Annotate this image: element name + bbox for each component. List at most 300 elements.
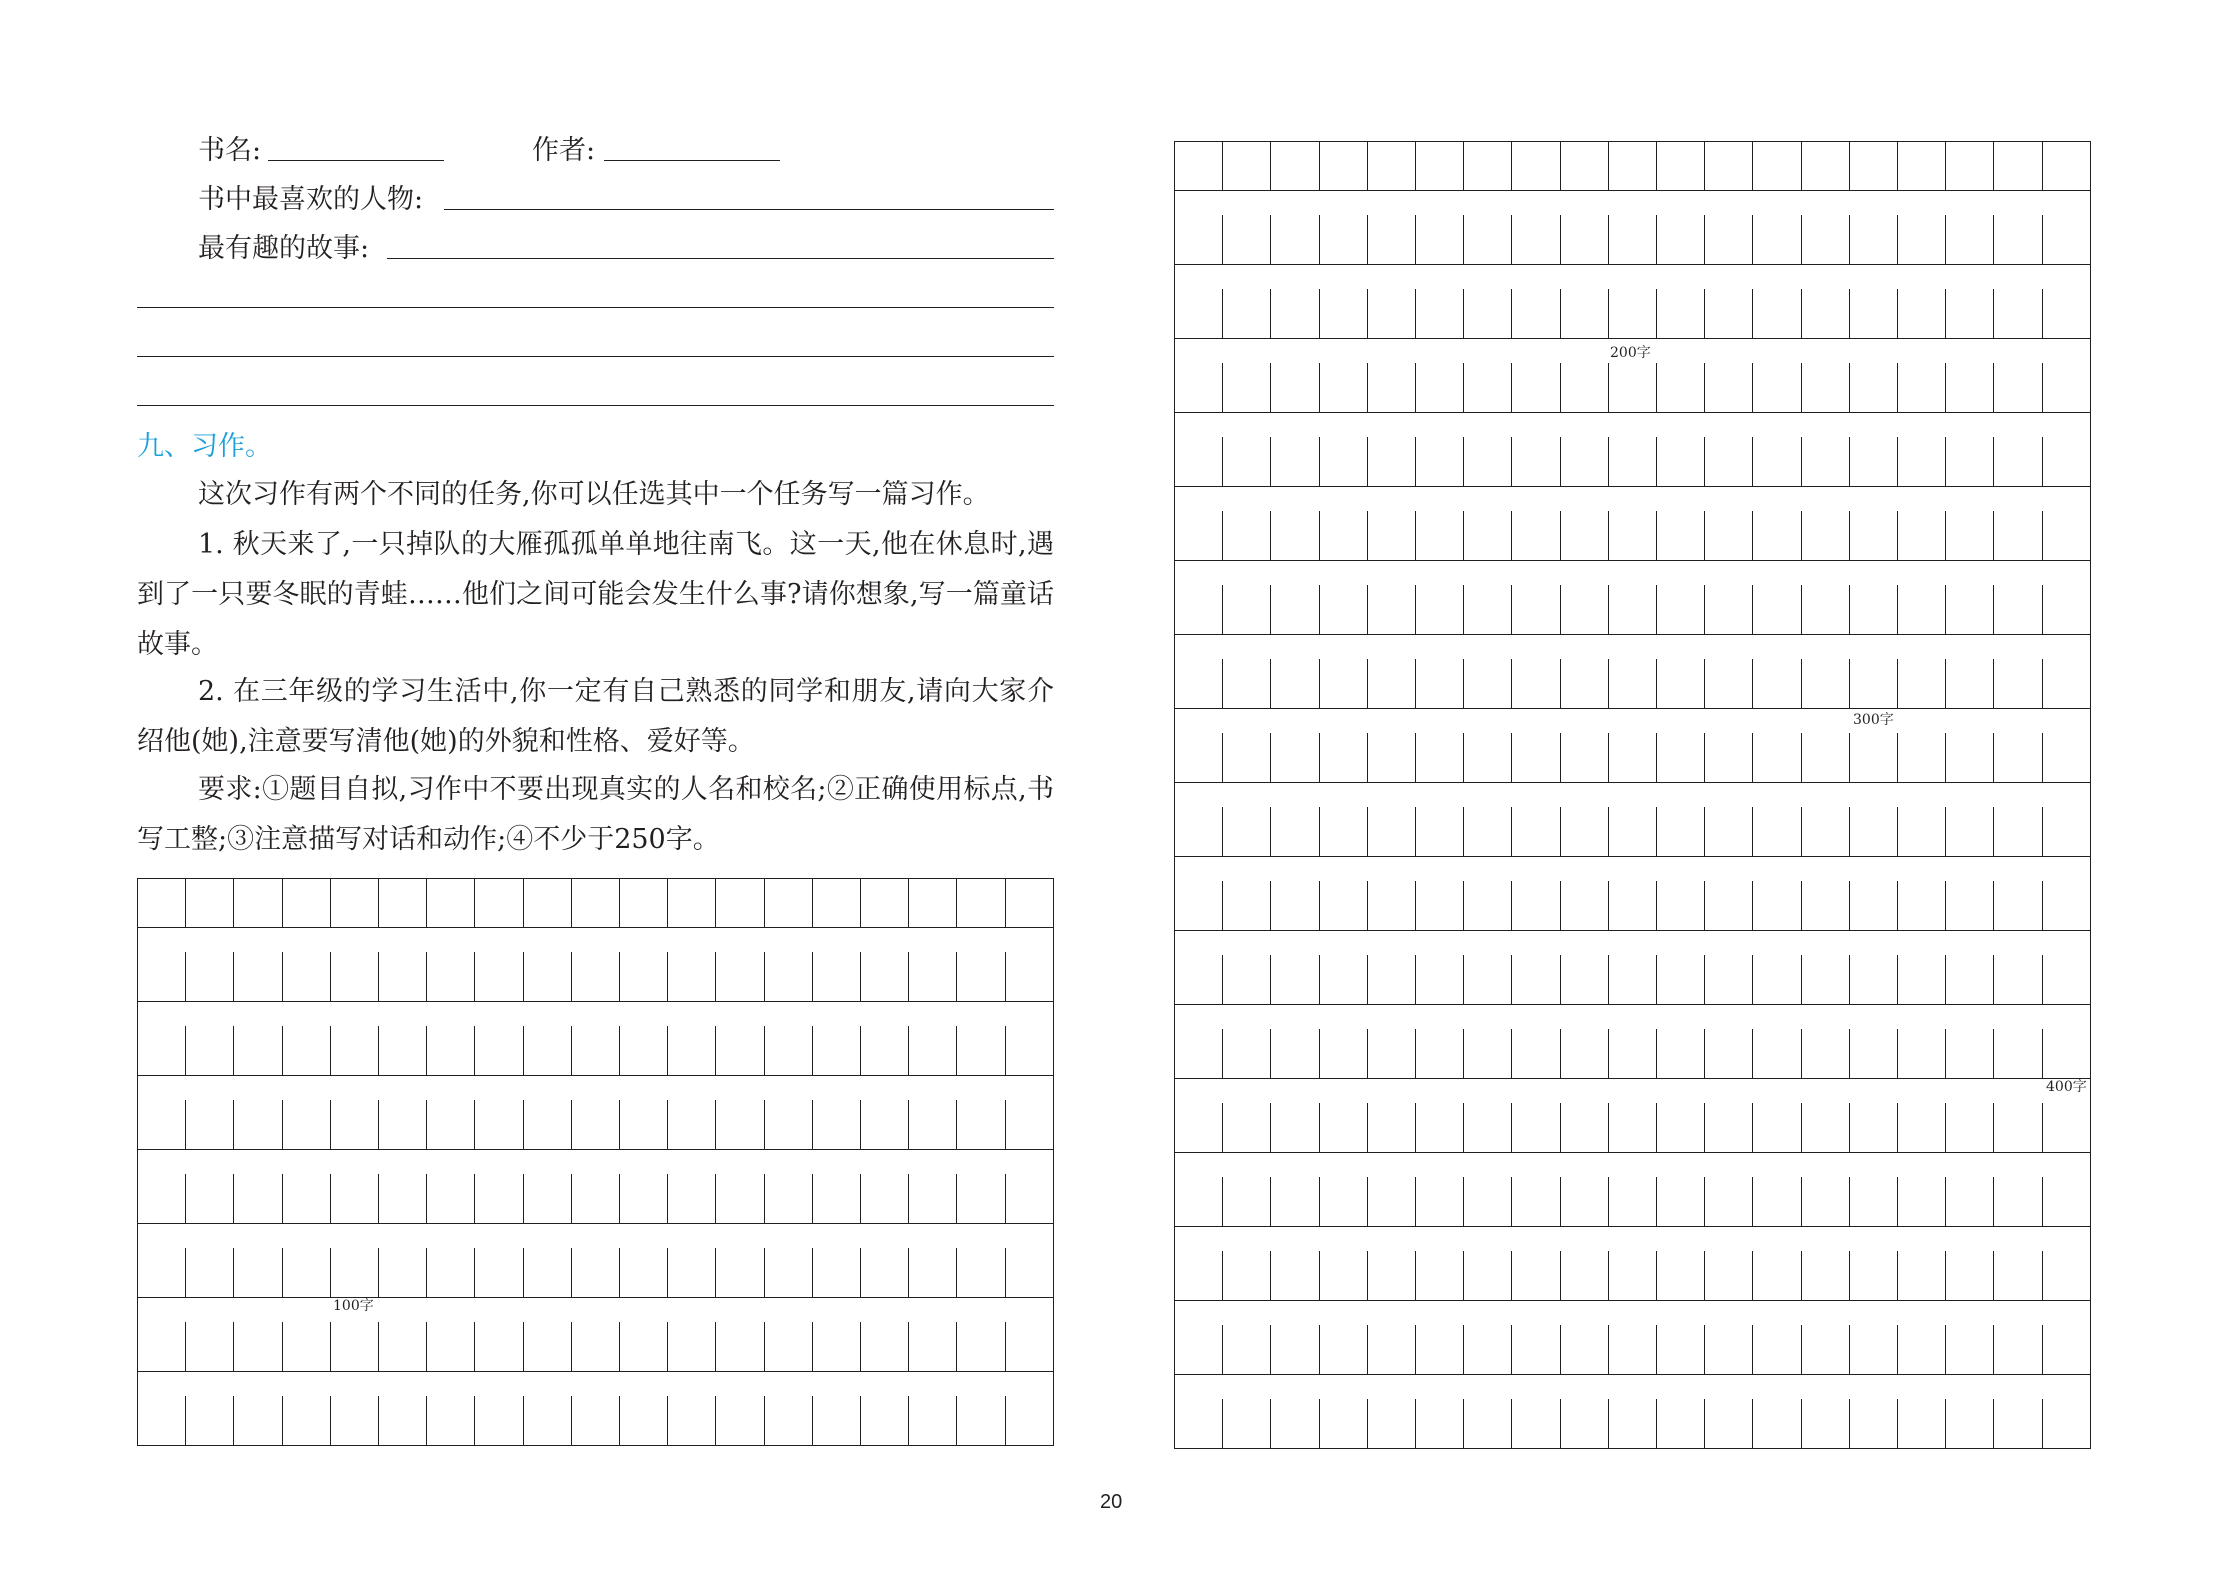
grid-cell[interactable] bbox=[1945, 1325, 1993, 1374]
grid-cell[interactable] bbox=[1367, 1399, 1415, 1448]
grid-cell[interactable] bbox=[1222, 215, 1270, 264]
grid-cell[interactable] bbox=[571, 1100, 619, 1149]
grid-cell[interactable] bbox=[1993, 1103, 2041, 1152]
grid-cell[interactable] bbox=[571, 1396, 619, 1445]
grid-cell[interactable] bbox=[1945, 289, 1993, 338]
grid-cell[interactable] bbox=[2042, 1251, 2090, 1300]
grid-cell[interactable] bbox=[1752, 733, 1800, 782]
grid-cell[interactable] bbox=[1463, 881, 1511, 930]
grid-cell[interactable] bbox=[860, 952, 908, 1001]
grid-cell[interactable] bbox=[1415, 363, 1463, 412]
grid-cell[interactable] bbox=[1319, 659, 1367, 708]
grid-cell[interactable] bbox=[378, 1026, 426, 1075]
grid-cell[interactable] bbox=[764, 952, 812, 1001]
grid-cell[interactable] bbox=[1608, 1399, 1656, 1448]
grid-cell[interactable] bbox=[1656, 215, 1704, 264]
grid-cell[interactable] bbox=[908, 952, 956, 1001]
grid-cell[interactable] bbox=[1175, 142, 1222, 190]
grid-cell[interactable] bbox=[956, 1026, 1004, 1075]
grid-cell[interactable] bbox=[1656, 1399, 1704, 1448]
grid-cell[interactable] bbox=[1319, 289, 1367, 338]
grid-cell[interactable] bbox=[1463, 659, 1511, 708]
grid-cell[interactable] bbox=[715, 1396, 763, 1445]
grid-cell[interactable] bbox=[1175, 807, 1222, 856]
grid-cell[interactable] bbox=[1752, 437, 1800, 486]
grid-cell[interactable] bbox=[1319, 881, 1367, 930]
grid-cell[interactable] bbox=[1560, 1251, 1608, 1300]
grid-cell[interactable] bbox=[474, 1248, 522, 1297]
grid-cell[interactable] bbox=[1704, 215, 1752, 264]
grid-cell[interactable] bbox=[1463, 1029, 1511, 1078]
grid-cell[interactable] bbox=[908, 1026, 956, 1075]
grid-cell[interactable] bbox=[1270, 1029, 1318, 1078]
grid-cell[interactable] bbox=[2042, 1177, 2090, 1226]
author-blank[interactable] bbox=[604, 160, 780, 161]
grid-cell[interactable] bbox=[426, 1248, 474, 1297]
grid-cell[interactable] bbox=[1222, 1251, 1270, 1300]
grid-cell[interactable] bbox=[474, 879, 522, 927]
favorite-character-blank[interactable] bbox=[444, 209, 1054, 210]
grid-cell[interactable] bbox=[1704, 881, 1752, 930]
grid-cell[interactable] bbox=[1993, 1177, 2041, 1226]
grid-cell[interactable] bbox=[1849, 1103, 1897, 1152]
grid-cell[interactable] bbox=[378, 1248, 426, 1297]
grid-cell[interactable] bbox=[1945, 363, 1993, 412]
grid-cell[interactable] bbox=[330, 1026, 378, 1075]
grid-cell[interactable] bbox=[330, 952, 378, 1001]
grid-cell[interactable] bbox=[426, 1026, 474, 1075]
grid-cell[interactable] bbox=[1849, 955, 1897, 1004]
grid-cell[interactable] bbox=[1608, 142, 1656, 190]
grid-cell[interactable] bbox=[1704, 142, 1752, 190]
grid-cell[interactable] bbox=[1801, 363, 1849, 412]
grid-cell[interactable] bbox=[1704, 1325, 1752, 1374]
grid-cell[interactable] bbox=[1945, 659, 1993, 708]
grid-cell[interactable] bbox=[1511, 733, 1559, 782]
grid-cell[interactable] bbox=[956, 879, 1004, 927]
grid-cell[interactable] bbox=[1897, 881, 1945, 930]
grid-cell[interactable] bbox=[667, 1026, 715, 1075]
grid-cell[interactable] bbox=[956, 1248, 1004, 1297]
grid-cell[interactable] bbox=[1463, 289, 1511, 338]
grid-cell[interactable] bbox=[1993, 585, 2041, 634]
grid-cell[interactable] bbox=[1656, 437, 1704, 486]
book-name-blank[interactable] bbox=[268, 160, 444, 161]
grid-cell[interactable] bbox=[1608, 437, 1656, 486]
grid-cell[interactable] bbox=[1897, 215, 1945, 264]
grid-cell[interactable] bbox=[571, 1248, 619, 1297]
grid-cell[interactable] bbox=[1560, 807, 1608, 856]
grid-cell[interactable] bbox=[1945, 1029, 1993, 1078]
grid-cell[interactable] bbox=[1511, 585, 1559, 634]
grid-cell[interactable] bbox=[667, 879, 715, 927]
grid-cell[interactable] bbox=[330, 1248, 378, 1297]
grid-cell[interactable] bbox=[1005, 1396, 1053, 1445]
grid-cell[interactable] bbox=[1175, 363, 1222, 412]
grid-cell[interactable] bbox=[138, 1248, 185, 1297]
grid-cell[interactable] bbox=[1270, 289, 1318, 338]
grid-cell[interactable] bbox=[1704, 807, 1752, 856]
grid-cell[interactable] bbox=[1367, 363, 1415, 412]
grid-cell[interactable] bbox=[185, 1322, 233, 1371]
grid-cell[interactable] bbox=[1560, 215, 1608, 264]
grid-cell[interactable] bbox=[1005, 1322, 1053, 1371]
grid-cell[interactable] bbox=[474, 1026, 522, 1075]
grid-cell[interactable] bbox=[1656, 881, 1704, 930]
grid-cell[interactable] bbox=[667, 1174, 715, 1223]
grid-cell[interactable] bbox=[1945, 1103, 1993, 1152]
grid-cell[interactable] bbox=[1801, 1325, 1849, 1374]
grid-cell[interactable] bbox=[1801, 215, 1849, 264]
grid-cell[interactable] bbox=[1704, 1399, 1752, 1448]
grid-cell[interactable] bbox=[1993, 289, 2041, 338]
grid-cell[interactable] bbox=[860, 1396, 908, 1445]
grid-cell[interactable] bbox=[282, 1174, 330, 1223]
grid-cell[interactable] bbox=[1222, 881, 1270, 930]
grid-cell[interactable] bbox=[1608, 511, 1656, 560]
grid-cell[interactable] bbox=[1752, 1029, 1800, 1078]
grid-cell[interactable] bbox=[1993, 1399, 2041, 1448]
grid-cell[interactable] bbox=[1415, 1399, 1463, 1448]
grid-cell[interactable] bbox=[1897, 142, 1945, 190]
grid-cell[interactable] bbox=[1415, 511, 1463, 560]
grid-cell[interactable] bbox=[523, 1174, 571, 1223]
grid-cell[interactable] bbox=[1656, 511, 1704, 560]
grid-cell[interactable] bbox=[1897, 363, 1945, 412]
grid-cell[interactable] bbox=[764, 1322, 812, 1371]
grid-cell[interactable] bbox=[1319, 142, 1367, 190]
grid-cell[interactable] bbox=[1849, 1029, 1897, 1078]
grid-cell[interactable] bbox=[1801, 1399, 1849, 1448]
grid-cell[interactable] bbox=[1560, 1177, 1608, 1226]
grid-cell[interactable] bbox=[138, 952, 185, 1001]
grid-cell[interactable] bbox=[956, 1100, 1004, 1149]
grid-cell[interactable] bbox=[1849, 733, 1897, 782]
grid-cell[interactable] bbox=[1752, 881, 1800, 930]
grid-cell[interactable] bbox=[1560, 733, 1608, 782]
grid-cell[interactable] bbox=[1415, 733, 1463, 782]
grid-cell[interactable] bbox=[1897, 1399, 1945, 1448]
grid-cell[interactable] bbox=[1801, 1029, 1849, 1078]
grid-cell[interactable] bbox=[233, 1322, 281, 1371]
grid-cell[interactable] bbox=[1270, 659, 1318, 708]
grid-cell[interactable] bbox=[571, 1322, 619, 1371]
grid-cell[interactable] bbox=[1897, 1103, 1945, 1152]
grid-cell[interactable] bbox=[860, 1100, 908, 1149]
grid-cell[interactable] bbox=[1222, 1029, 1270, 1078]
grid-cell[interactable] bbox=[1608, 659, 1656, 708]
grid-cell[interactable] bbox=[1511, 215, 1559, 264]
grid-cell[interactable] bbox=[812, 1174, 860, 1223]
grid-cell[interactable] bbox=[233, 1026, 281, 1075]
grid-cell[interactable] bbox=[1415, 1177, 1463, 1226]
grid-cell[interactable] bbox=[715, 1026, 763, 1075]
grid-cell[interactable] bbox=[426, 1322, 474, 1371]
grid-cell[interactable] bbox=[908, 1248, 956, 1297]
grid-cell[interactable] bbox=[1560, 881, 1608, 930]
grid-cell[interactable] bbox=[1319, 1251, 1367, 1300]
grid-cell[interactable] bbox=[715, 1248, 763, 1297]
grid-cell[interactable] bbox=[1608, 1103, 1656, 1152]
grid-cell[interactable] bbox=[1270, 1177, 1318, 1226]
grid-cell[interactable] bbox=[282, 1396, 330, 1445]
grid-cell[interactable] bbox=[1656, 289, 1704, 338]
grid-cell[interactable] bbox=[1511, 142, 1559, 190]
grid-cell[interactable] bbox=[1319, 437, 1367, 486]
grid-cell[interactable] bbox=[1415, 955, 1463, 1004]
grid-cell[interactable] bbox=[1319, 733, 1367, 782]
grid-cell[interactable] bbox=[1319, 215, 1367, 264]
grid-cell[interactable] bbox=[185, 1174, 233, 1223]
grid-cell[interactable] bbox=[1752, 1103, 1800, 1152]
grid-cell[interactable] bbox=[1270, 881, 1318, 930]
grid-cell[interactable] bbox=[1560, 1399, 1608, 1448]
grid-cell[interactable] bbox=[1222, 289, 1270, 338]
grid-cell[interactable] bbox=[1270, 511, 1318, 560]
grid-cell[interactable] bbox=[1415, 881, 1463, 930]
grid-cell[interactable] bbox=[1897, 511, 1945, 560]
grid-cell[interactable] bbox=[1415, 1325, 1463, 1374]
grid-cell[interactable] bbox=[1367, 1251, 1415, 1300]
grid-cell[interactable] bbox=[1656, 733, 1704, 782]
grid-cell[interactable] bbox=[1367, 437, 1415, 486]
grid-cell[interactable] bbox=[1656, 807, 1704, 856]
grid-cell[interactable] bbox=[956, 952, 1004, 1001]
grid-cell[interactable] bbox=[1463, 1399, 1511, 1448]
grid-cell[interactable] bbox=[1993, 1325, 2041, 1374]
grid-cell[interactable] bbox=[1511, 659, 1559, 708]
grid-cell[interactable] bbox=[1463, 733, 1511, 782]
grid-cell[interactable] bbox=[1463, 363, 1511, 412]
grid-cell[interactable] bbox=[812, 952, 860, 1001]
grid-cell[interactable] bbox=[282, 1100, 330, 1149]
grid-cell[interactable] bbox=[1319, 1325, 1367, 1374]
grid-cell[interactable] bbox=[1319, 1177, 1367, 1226]
grid-cell[interactable] bbox=[474, 1396, 522, 1445]
grid-cell[interactable] bbox=[1801, 511, 1849, 560]
grid-cell[interactable] bbox=[1222, 733, 1270, 782]
grid-cell[interactable] bbox=[860, 879, 908, 927]
grid-cell[interactable] bbox=[1319, 955, 1367, 1004]
grid-cell[interactable] bbox=[1222, 1177, 1270, 1226]
grid-cell[interactable] bbox=[1175, 1177, 1222, 1226]
grid-cell[interactable] bbox=[2042, 142, 2090, 190]
grid-cell[interactable] bbox=[1560, 659, 1608, 708]
grid-cell[interactable] bbox=[1752, 659, 1800, 708]
grid-cell[interactable] bbox=[1270, 1399, 1318, 1448]
grid-cell[interactable] bbox=[1945, 142, 1993, 190]
grid-cell[interactable] bbox=[1415, 1103, 1463, 1152]
grid-cell[interactable] bbox=[1704, 289, 1752, 338]
grid-cell[interactable] bbox=[185, 1248, 233, 1297]
grid-cell[interactable] bbox=[1801, 955, 1849, 1004]
grid-cell[interactable] bbox=[1993, 142, 2041, 190]
answer-line-1[interactable] bbox=[137, 307, 1054, 308]
grid-cell[interactable] bbox=[426, 952, 474, 1001]
grid-cell[interactable] bbox=[1752, 215, 1800, 264]
grid-cell[interactable] bbox=[1608, 1325, 1656, 1374]
grid-cell[interactable] bbox=[1005, 1100, 1053, 1149]
grid-cell[interactable] bbox=[1175, 215, 1222, 264]
grid-cell[interactable] bbox=[1222, 363, 1270, 412]
grid-cell[interactable] bbox=[1752, 1325, 1800, 1374]
grid-cell[interactable] bbox=[1511, 1103, 1559, 1152]
grid-cell[interactable] bbox=[1175, 881, 1222, 930]
grid-cell[interactable] bbox=[1945, 807, 1993, 856]
grid-cell[interactable] bbox=[764, 1248, 812, 1297]
grid-cell[interactable] bbox=[1993, 733, 2041, 782]
grid-cell[interactable] bbox=[1511, 881, 1559, 930]
grid-cell[interactable] bbox=[1270, 1103, 1318, 1152]
answer-line-3[interactable] bbox=[137, 405, 1054, 406]
grid-cell[interactable] bbox=[1367, 955, 1415, 1004]
grid-cell[interactable] bbox=[523, 1322, 571, 1371]
grid-cell[interactable] bbox=[426, 1174, 474, 1223]
grid-cell[interactable] bbox=[474, 952, 522, 1001]
grid-cell[interactable] bbox=[1993, 437, 2041, 486]
grid-cell[interactable] bbox=[1849, 1177, 1897, 1226]
grid-cell[interactable] bbox=[1801, 659, 1849, 708]
grid-cell[interactable] bbox=[956, 1322, 1004, 1371]
grid-cell[interactable] bbox=[1608, 215, 1656, 264]
grid-cell[interactable] bbox=[1849, 142, 1897, 190]
grid-cell[interactable] bbox=[1704, 1029, 1752, 1078]
grid-cell[interactable] bbox=[378, 1174, 426, 1223]
grid-cell[interactable] bbox=[667, 952, 715, 1001]
grid-cell[interactable] bbox=[2042, 955, 2090, 1004]
grid-cell[interactable] bbox=[1511, 289, 1559, 338]
grid-cell[interactable] bbox=[1656, 142, 1704, 190]
grid-cell[interactable] bbox=[1367, 1029, 1415, 1078]
grid-cell[interactable] bbox=[1656, 1325, 1704, 1374]
grid-cell[interactable] bbox=[1993, 659, 2041, 708]
grid-cell[interactable] bbox=[330, 1396, 378, 1445]
grid-cell[interactable] bbox=[1463, 437, 1511, 486]
grid-cell[interactable] bbox=[1656, 659, 1704, 708]
grid-cell[interactable] bbox=[1897, 437, 1945, 486]
grid-cell[interactable] bbox=[1656, 585, 1704, 634]
grid-cell[interactable] bbox=[908, 1322, 956, 1371]
grid-cell[interactable] bbox=[426, 879, 474, 927]
grid-cell[interactable] bbox=[2042, 437, 2090, 486]
grid-cell[interactable] bbox=[1849, 1251, 1897, 1300]
grid-cell[interactable] bbox=[764, 1174, 812, 1223]
grid-cell[interactable] bbox=[1463, 1177, 1511, 1226]
grid-cell[interactable] bbox=[1849, 659, 1897, 708]
grid-cell[interactable] bbox=[378, 1322, 426, 1371]
grid-cell[interactable] bbox=[1270, 437, 1318, 486]
grid-cell[interactable] bbox=[1367, 733, 1415, 782]
grid-cell[interactable] bbox=[1608, 881, 1656, 930]
grid-cell[interactable] bbox=[1945, 1177, 1993, 1226]
grid-cell[interactable] bbox=[1801, 1251, 1849, 1300]
grid-cell[interactable] bbox=[812, 1026, 860, 1075]
grid-cell[interactable] bbox=[1849, 511, 1897, 560]
grid-cell[interactable] bbox=[1849, 215, 1897, 264]
grid-cell[interactable] bbox=[1801, 881, 1849, 930]
grid-cell[interactable] bbox=[378, 1100, 426, 1149]
grid-cell[interactable] bbox=[1897, 585, 1945, 634]
grid-cell[interactable] bbox=[1560, 1029, 1608, 1078]
grid-cell[interactable] bbox=[908, 1396, 956, 1445]
grid-cell[interactable] bbox=[138, 1100, 185, 1149]
grid-cell[interactable] bbox=[1704, 659, 1752, 708]
grid-cell[interactable] bbox=[1752, 289, 1800, 338]
grid-cell[interactable] bbox=[715, 952, 763, 1001]
grid-cell[interactable] bbox=[330, 1100, 378, 1149]
grid-cell[interactable] bbox=[330, 1174, 378, 1223]
grid-cell[interactable] bbox=[1897, 1029, 1945, 1078]
grid-cell[interactable] bbox=[426, 1100, 474, 1149]
grid-cell[interactable] bbox=[908, 1100, 956, 1149]
grid-cell[interactable] bbox=[185, 1026, 233, 1075]
grid-cell[interactable] bbox=[233, 879, 281, 927]
grid-cell[interactable] bbox=[1222, 437, 1270, 486]
grid-cell[interactable] bbox=[2042, 733, 2090, 782]
grid-cell[interactable] bbox=[1849, 437, 1897, 486]
grid-cell[interactable] bbox=[1560, 955, 1608, 1004]
grid-cell[interactable] bbox=[1801, 1177, 1849, 1226]
grid-cell[interactable] bbox=[2042, 215, 2090, 264]
grid-cell[interactable] bbox=[571, 952, 619, 1001]
grid-cell[interactable] bbox=[1270, 585, 1318, 634]
grid-cell[interactable] bbox=[1175, 733, 1222, 782]
funniest-story-blank[interactable] bbox=[387, 258, 1054, 259]
grid-cell[interactable] bbox=[1704, 511, 1752, 560]
grid-cell[interactable] bbox=[233, 952, 281, 1001]
grid-cell[interactable] bbox=[1993, 1029, 2041, 1078]
grid-cell[interactable] bbox=[1945, 733, 1993, 782]
grid-cell[interactable] bbox=[1222, 659, 1270, 708]
grid-cell[interactable] bbox=[1463, 807, 1511, 856]
grid-cell[interactable] bbox=[1897, 1177, 1945, 1226]
grid-cell[interactable] bbox=[138, 1322, 185, 1371]
grid-cell[interactable] bbox=[1993, 363, 2041, 412]
grid-cell[interactable] bbox=[1560, 363, 1608, 412]
grid-cell[interactable] bbox=[715, 1100, 763, 1149]
grid-cell[interactable] bbox=[1367, 215, 1415, 264]
grid-cell[interactable] bbox=[1560, 142, 1608, 190]
grid-cell[interactable] bbox=[1222, 142, 1270, 190]
grid-cell[interactable] bbox=[1608, 955, 1656, 1004]
grid-cell[interactable] bbox=[1175, 659, 1222, 708]
grid-cell[interactable] bbox=[1897, 733, 1945, 782]
grid-cell[interactable] bbox=[1175, 1029, 1222, 1078]
grid-cell[interactable] bbox=[185, 952, 233, 1001]
grid-cell[interactable] bbox=[1511, 437, 1559, 486]
grid-cell[interactable] bbox=[523, 879, 571, 927]
grid-cell[interactable] bbox=[378, 952, 426, 1001]
grid-cell[interactable] bbox=[1415, 289, 1463, 338]
grid-cell[interactable] bbox=[1005, 1174, 1053, 1223]
answer-line-2[interactable] bbox=[137, 356, 1054, 357]
grid-cell[interactable] bbox=[233, 1396, 281, 1445]
grid-cell[interactable] bbox=[860, 1248, 908, 1297]
grid-cell[interactable] bbox=[2042, 659, 2090, 708]
grid-cell[interactable] bbox=[1993, 807, 2041, 856]
grid-cell[interactable] bbox=[523, 1396, 571, 1445]
grid-cell[interactable] bbox=[1463, 1325, 1511, 1374]
grid-cell[interactable] bbox=[330, 879, 378, 927]
grid-cell[interactable] bbox=[1511, 1325, 1559, 1374]
grid-cell[interactable] bbox=[1704, 437, 1752, 486]
grid-cell[interactable] bbox=[1511, 363, 1559, 412]
grid-cell[interactable] bbox=[1993, 511, 2041, 560]
grid-cell[interactable] bbox=[1560, 585, 1608, 634]
grid-cell[interactable] bbox=[1993, 881, 2041, 930]
grid-cell[interactable] bbox=[1270, 363, 1318, 412]
grid-cell[interactable] bbox=[1656, 955, 1704, 1004]
